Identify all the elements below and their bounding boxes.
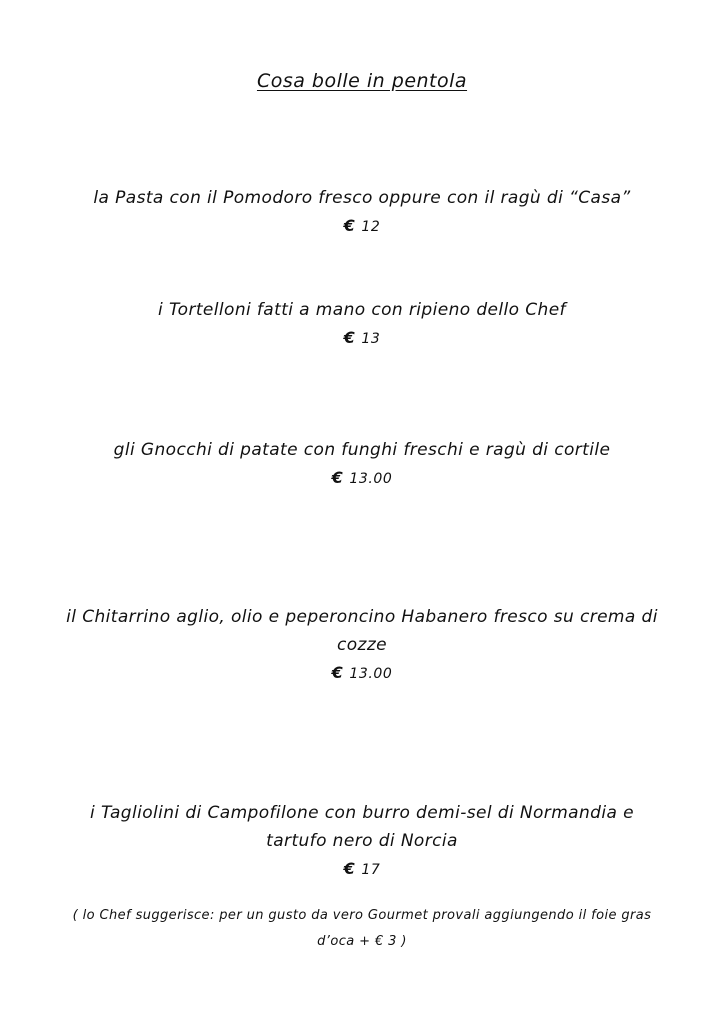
dish-price	[70, 855, 654, 884]
dish-name: il Chitarrino aglio, olio e peperoncino Habanero fresco su crema di cozze	[66, 607, 658, 655]
menu-item	[60, 184, 664, 241]
dish-price	[60, 659, 664, 688]
dish-name: gli Gnocchi di patate con funghi freschi e ragù di cortile	[113, 440, 611, 460]
currency-symbol: €	[343, 859, 356, 878]
currency-symbol: €	[331, 468, 344, 487]
dish-name: la Pasta con il Pomodoro fresco oppure con il ragù di “Casa”	[93, 188, 631, 208]
price-value: 13.00	[349, 666, 393, 682]
dish-name: i Tagliolini di Campofilone con burro demi-sel di Normandia e tartufo nero di Norcia	[90, 803, 634, 851]
currency-symbol: €	[343, 216, 356, 235]
currency-symbol: €	[343, 328, 356, 347]
menu-item	[70, 799, 654, 884]
price-value: 12	[361, 219, 381, 235]
currency-symbol: €	[331, 663, 344, 682]
price-value: 17	[361, 862, 381, 878]
dish-price	[60, 324, 664, 353]
chef-suggestion-note: ( lo Chef suggerisce: per un gusto da vero Gourmet provali aggiungendo il foie gras d’oca + € 3 )	[72, 908, 652, 949]
price-value: 13	[361, 331, 381, 347]
price-value: 13.00	[349, 471, 393, 487]
menu-title: Cosa bolle in pentola	[256, 70, 468, 92]
menu-item	[60, 436, 664, 493]
menu-item	[60, 296, 664, 353]
dish-name: i Tortelloni fatti a mano con ripieno dello Chef	[158, 300, 566, 320]
dish-price	[60, 464, 664, 493]
dish-price	[60, 212, 664, 241]
menu-item	[60, 603, 664, 688]
